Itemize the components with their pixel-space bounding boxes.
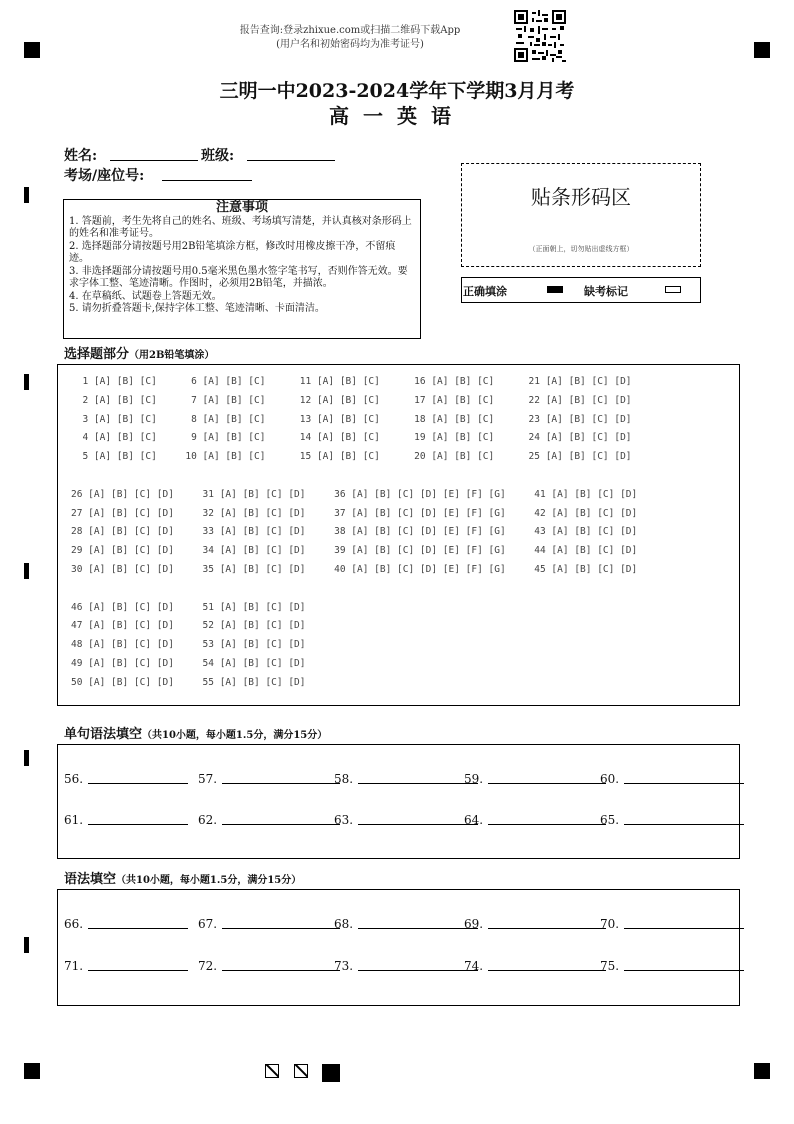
blank-underline[interactable] [624, 824, 744, 825]
corner-mark-bottom-right [754, 1063, 770, 1079]
seat-label: 考场/座位号: [64, 168, 145, 184]
name-field[interactable] [110, 160, 198, 161]
name-label: 姓名: [64, 148, 98, 164]
choice-row[interactable]: 1 [A] [B] [C] 6 [A] [B] [C] 11 [A] [B] [C] 16 [A] [B] [C] 21 [A] [B] [C] [D] [71, 376, 632, 387]
notice-item: 1. 答题前，考生先将自己的姓名、班级、考场填写清楚，并认真核对条形码上的姓名和准考证号。 [69, 215, 412, 239]
blank-underline[interactable] [488, 970, 606, 971]
blank-number: 59. [464, 772, 484, 786]
bottom-crossed-square-icon [294, 1064, 308, 1078]
corner-mark-top-right [754, 42, 770, 58]
blank-answer-field[interactable] [600, 955, 748, 973]
barcode-area [461, 163, 701, 267]
sentence-grammar-note: （共10小题，每小题1.5分，满分15分） [142, 730, 328, 741]
sentence-grammar-label: 单句语法填空 [64, 727, 143, 742]
choice-row[interactable] [71, 583, 637, 602]
corner-mark-top-left [24, 42, 40, 58]
blank-answer-field[interactable] [334, 768, 482, 786]
blank-number: 58. [334, 772, 354, 786]
qr-code-icon [514, 10, 566, 62]
choice-row[interactable]: 30 [A] [B] [C] [D] 35 [A] [B] [C] [D] 40 [A] [B] [C] [D] [E] [F] [G] 45 [A] [B] [C] [D] [71, 563, 638, 575]
blank-number: 63. [334, 813, 354, 827]
fill-legend [461, 277, 701, 303]
grammar-fill-box [57, 889, 740, 1006]
blank-underline[interactable] [358, 970, 478, 971]
blank-answer-field[interactable] [334, 809, 482, 827]
blank-number: 75. [600, 959, 620, 973]
blank-underline[interactable] [222, 970, 340, 971]
blank-underline[interactable] [88, 928, 188, 929]
blank-underline[interactable] [624, 970, 744, 971]
blank-number: 71. [64, 959, 84, 973]
sentence-grammar-box [57, 744, 740, 859]
choice-section-note: （用2B铅笔填涂） [129, 350, 215, 361]
choice-row[interactable]: 2 [A] [B] [C] 7 [A] [B] [C] 12 [A] [B] [C] 17 [A] [B] [C] 22 [A] [B] [C] [D] [71, 394, 632, 406]
choice-row[interactable]: 4 [A] [B] [C] 9 [A] [B] [C] 14 [A] [B] [C] 19 [A] [B] [C] 24 [A] [B] [C] [D] [71, 432, 632, 444]
choice-answer-box [57, 364, 740, 706]
bottom-filled-square-icon [322, 1064, 340, 1082]
timing-mark [24, 374, 29, 390]
blank-underline[interactable] [488, 824, 606, 825]
blank-answer-field[interactable] [334, 955, 482, 973]
choice-row[interactable]: 47 [A] [B] [C] [D] 52 [A] [B] [C] [D] [71, 620, 306, 632]
report-query-line1: 报告查询:登录zhixue.com或扫描二维码下载App [239, 25, 461, 36]
report-query-line2: (用户名和初始密码均为准考证号) [276, 39, 424, 50]
blank-answer-field[interactable] [464, 768, 610, 786]
report-query-note [220, 24, 480, 52]
grammar-fill-label: 语法填空 [64, 872, 117, 887]
blank-underline[interactable] [624, 783, 744, 784]
choice-row[interactable]: 3 [A] [B] [C] 8 [A] [B] [C] 13 [A] [B] [C] 18 [A] [B] [C] 23 [A] [B] [C] [D] [71, 413, 632, 425]
choice-row[interactable]: 5 [A] [B] [C] 10 [A] [B] [C] 15 [A] [B] [C] 20 [A] [B] [C] 25 [A] [B] [C] [D] [71, 451, 632, 463]
timing-mark [24, 937, 29, 953]
blank-number: 65. [600, 813, 620, 827]
blank-answer-field[interactable] [64, 913, 192, 931]
blank-underline[interactable] [358, 824, 478, 825]
blank-answer-field[interactable] [600, 913, 748, 931]
choice-row[interactable]: 29 [A] [B] [C] [D] 34 [A] [B] [C] [D] 39 [A] [B] [C] [D] [E] [F] [G] 44 [A] [B] [C] [D] [71, 545, 638, 557]
notice-box [63, 199, 421, 339]
correct-fill-sample-icon [547, 286, 563, 293]
blank-underline[interactable] [488, 928, 606, 929]
absent-mark-label: 缺考标记 [584, 285, 628, 298]
timing-mark [24, 563, 29, 579]
blank-answer-field[interactable] [198, 809, 344, 827]
blank-number: 72. [198, 959, 218, 973]
barcode-area-title: 贴条形码区 [531, 185, 631, 209]
subject-title: 高一英语 [329, 104, 465, 128]
blank-number: 56. [64, 772, 84, 786]
notice-item: 3. 非选择题部分请按题号用0.5毫米黑色墨水签字笔书写，否则作答无效。要求字体工整、笔迹清晰。作图时，必须用2B铅笔，并描浓。 [69, 265, 408, 289]
class-field[interactable] [247, 160, 335, 161]
blank-number: 67. [198, 917, 218, 931]
choice-row[interactable]: 49 [A] [B] [C] [D] 54 [A] [B] [C] [D] [71, 657, 306, 669]
blank-number: 64. [464, 813, 484, 827]
blank-answer-field[interactable] [64, 955, 192, 973]
choice-row[interactable]: 48 [A] [B] [C] [D] 53 [A] [B] [C] [D] [71, 639, 306, 651]
grammar-fill-note: （共10小题，每小题1.5分，满分15分） [116, 875, 302, 886]
blank-answer-field[interactable] [464, 913, 610, 931]
blank-underline[interactable] [88, 824, 188, 825]
blank-underline[interactable] [88, 970, 188, 971]
blank-underline[interactable] [488, 783, 606, 784]
blank-number: 73. [334, 959, 354, 973]
corner-mark-bottom-left [24, 1063, 40, 1079]
choice-section-title [64, 343, 214, 362]
blank-answer-field[interactable] [600, 768, 748, 786]
blank-answer-field[interactable] [198, 768, 344, 786]
timing-mark [24, 750, 29, 766]
blank-underline[interactable] [358, 928, 478, 929]
blank-number: 61. [64, 813, 84, 827]
class-label: 班级: [201, 148, 235, 164]
notice-item: 5. 请勿折叠答题卡,保持字体工整、笔迹清晰、卡面清洁。 [69, 303, 325, 314]
choice-row[interactable]: 46 [A] [B] [C] [D] 51 [A] [B] [C] [D] [71, 601, 306, 613]
bottom-crossed-square-icon [265, 1064, 279, 1078]
choice-section-label: 选择题部分 [64, 347, 130, 362]
blank-answer-field[interactable] [64, 809, 192, 827]
blank-number: 68. [334, 917, 354, 931]
barcode-area-hint: （正面朝上，切勿贴出虚线方框） [528, 245, 634, 253]
choice-row[interactable]: 27 [A] [B] [C] [D] 32 [A] [B] [C] [D] 37 [A] [B] [C] [D] [E] [F] [G] 42 [A] [B] [C] [D] [71, 507, 638, 519]
sentence-grammar-title [64, 723, 327, 742]
blank-underline[interactable] [222, 824, 340, 825]
grammar-fill-title [64, 868, 301, 887]
notice-title: 注意事项 [215, 200, 268, 215]
choice-grid [71, 376, 637, 696]
blank-number: 70. [600, 917, 620, 931]
blank-answer-field[interactable] [464, 809, 610, 827]
blank-underline[interactable] [624, 928, 744, 929]
blank-number: 60. [600, 772, 620, 786]
blank-answer-field[interactable] [334, 913, 482, 931]
blank-underline[interactable] [222, 928, 340, 929]
correct-fill-label: 正确填涂 [463, 285, 507, 298]
notice-item: 4. 在草稿纸、试题卷上答题无效。 [69, 290, 222, 302]
exam-title: 三明一中2023-2024学年下学期3月月考 [219, 80, 575, 102]
blank-answer-field[interactable] [198, 955, 344, 973]
blank-number: 66. [64, 917, 84, 931]
seat-field[interactable] [162, 180, 252, 181]
blank-answer-field[interactable] [64, 768, 192, 786]
notice-item: 2. 选择题部分请按题号用2B铅笔填涂方框，修改时用橡皮擦干净，不留痕迹。 [69, 240, 396, 264]
choice-row[interactable] [71, 470, 637, 489]
blank-answer-field[interactable] [600, 809, 748, 827]
blank-answer-field[interactable] [464, 955, 610, 973]
blank-underline[interactable] [88, 783, 188, 784]
choice-row[interactable]: 50 [A] [B] [C] [D] 55 [A] [B] [C] [D] [71, 676, 306, 688]
blank-answer-field[interactable] [198, 913, 344, 931]
blank-number: 62. [198, 813, 218, 827]
blank-number: 74. [464, 959, 484, 973]
timing-mark [24, 187, 29, 203]
blank-underline[interactable] [358, 783, 478, 784]
choice-row[interactable]: 28 [A] [B] [C] [D] 33 [A] [B] [C] [D] 38 [A] [B] [C] [D] [E] [F] [G] 43 [A] [B] [C] [D] [71, 526, 638, 538]
blank-number: 69. [464, 917, 484, 931]
blank-number: 57. [198, 772, 218, 786]
absent-mark-checkbox[interactable] [665, 286, 681, 293]
choice-row[interactable]: 26 [A] [B] [C] [D] 31 [A] [B] [C] [D] 36 [A] [B] [C] [D] [E] [F] [G] 41 [A] [B] [C] [D] [71, 488, 638, 500]
blank-underline[interactable] [222, 783, 340, 784]
